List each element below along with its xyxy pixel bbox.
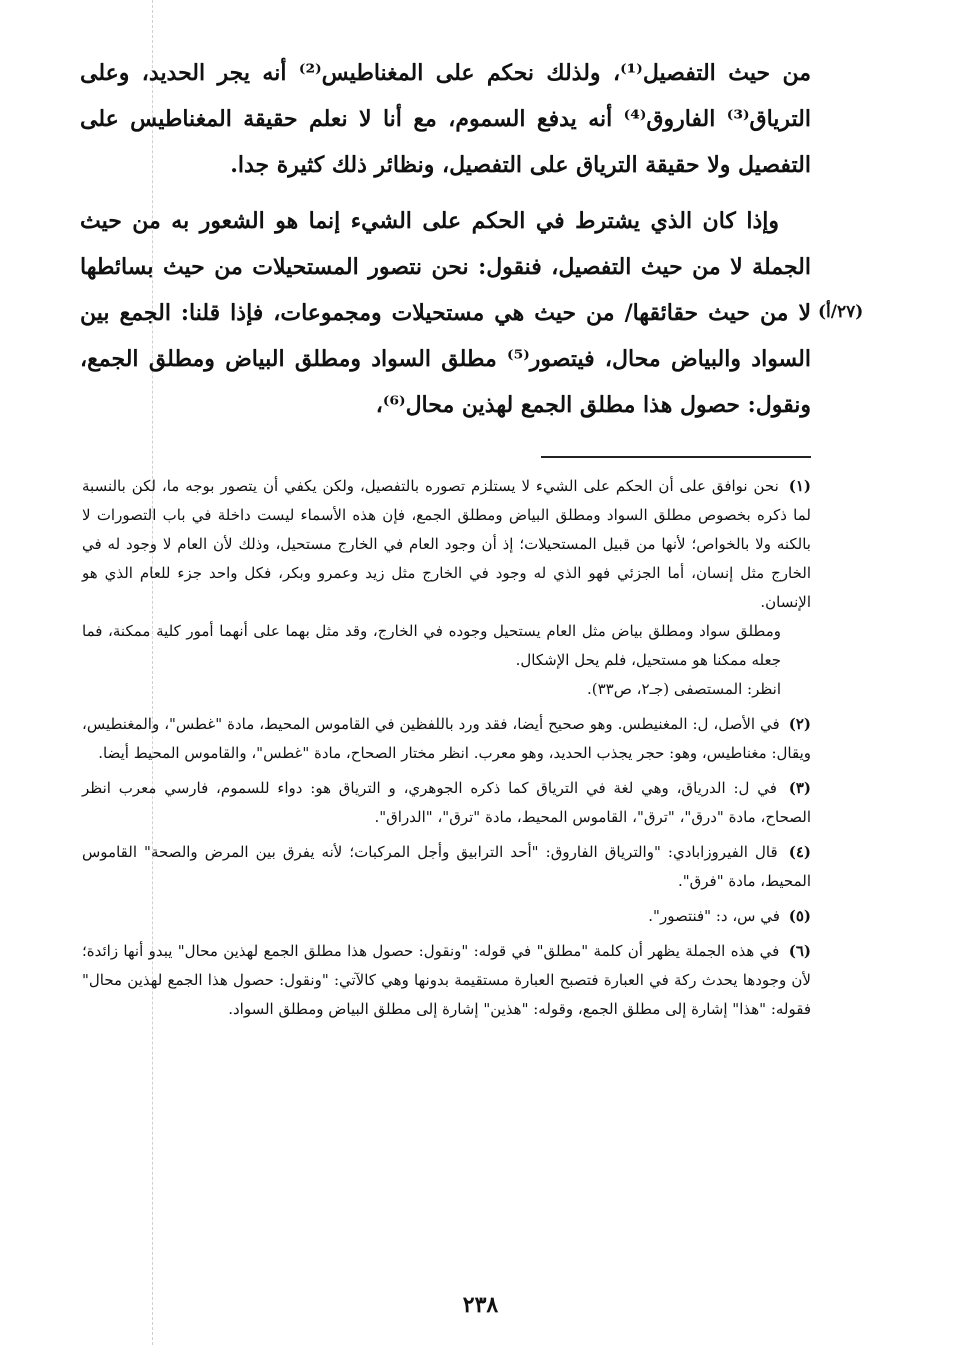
folio-marginal-note: (٢٧/أ)	[818, 302, 864, 322]
footnote-text-continued: ومطلق سواد ومطلق بياض مثل العام يستحيل وجوده في الخارج، وقد مثل بهما على أنهما أمور كلية ممكنة، فما جعله ممكنا هو مستحيل، فلم يحل الإشكال.	[82, 622, 781, 669]
footnote-number: (٥)	[788, 907, 811, 925]
footnote-text: في الأصل، ل: المغنيطس. وهو صحيح أيضا، فقد ورد باللفظين في القاموس المحيط، مادة "غطس"، والمغنطيس، ويقال: مغناطيس، وهو: حجر يجذب الحديد، وهو معرب. انظر مختار الصحاح، مادة "غطس"، والقاموس المحيط أيضا.	[82, 715, 811, 762]
footnote-number: (١)	[788, 477, 811, 495]
footnote-number: (٤)	[788, 843, 811, 861]
page-number: ٢٣٨	[462, 1292, 499, 1318]
footnote-divider	[541, 456, 811, 458]
main-paragraph-1: من حيث التفصيل⁽¹⁾، ولذلك نحكم على المغناطيس⁽²⁾ أنه يجر الحديد، وعلى الترياق⁽³⁾ الفاروق⁽⁴⁾ أنه يدفع السموم، مع أنا لا نعلم حقيقة المغناطيس على التفصيل ولا حقيقة الترياق على التفصيل، ونظائر ذلك كثيرة جدا.	[80, 60, 812, 178]
main-text	[80, 50, 811, 438]
footnote-1	[82, 472, 811, 704]
footnote-4	[82, 838, 811, 896]
footnote-text: في ل: الدرياق، وهي لغة في الترياق كما ذكره الجوهري، و الترياق هو: دواء للسموم، فارسي معرب انظر الصحاح، مادة "درق"، "ترق"، القاموس المحيط، مادة "ترق"، "الدراق".	[82, 779, 811, 826]
footnote-6	[82, 937, 811, 1024]
footnote-text: في س، د: "فنتصور".	[648, 907, 780, 925]
footnote-3	[82, 774, 811, 832]
footnotes	[82, 472, 811, 1030]
footnote-2	[82, 710, 811, 768]
footnote-number: (٢)	[788, 715, 811, 733]
footnote-text: في هذه الجملة يظهر أن كلمة "مطلق" في قوله: "ونقول: حصول هذا مطلق الجمع لهذين محال" يبدو أنها زائدة؛ لأن وجودها يحدث ركة في العبارة فتصبح العبارة مستقيمة بدونها وهي كالآتي: "ونقول: حصول هذا الجمع لهذين محال" فقوله: "هذا" إشارة إلى مطلق الجمع، وقوله: "هذين" إشارة إلى مطلق البياض ومطلق السواد.	[82, 942, 811, 1018]
footnote-text: نحن نوافق على أن الحكم على الشيء لا يستلزم تصوره بالتفصيل، ولكن يكفي أن يتصور بوجه ما، لكن بالنسبة لما ذكره بخصوص مطلق السواد ومطلق البياض ومطلق الجمع، فإن هذه الأسماء ليست داخلة في باب التصورات لا بالكنه ولا بالخواص؛ لأنها من قبيل المستحيلات؛ إذ أن وجود العام في الخارج مستحيل، وذلك لأن العام لا وجود له في الخارج مثل إنسان، أما الجزئي فهو الذي له وجود في الخارج مثل زيد وعمرو وبكر، فكل واحد جزء للعام الذي هو الإنسان.	[82, 477, 811, 611]
footnote-5	[82, 902, 811, 931]
footnote-reference: انظر: المستصفى (جـ٢، ص٣٣).	[586, 680, 781, 698]
footnote-number: (٦)	[788, 942, 811, 960]
main-paragraph-2: وإذا كان الذي يشترط في الحكم على الشيء إنما هو الشعور به من حيث الجملة لا من حيث التفصيل، فنقول: نحن نتصور المستحيلات من حيث بسائطها لا من حيث حقائقها/ من حيث هي مستحيلات ومجموعات، فإذا قلنا: الجمع بين السواد والبياض محال، فيتصور⁽⁵⁾ مطلق السواد ومطلق البياض ومطلق الجمع، ونقول: حصول هذا مطلق الجمع لهذين محال⁽⁶⁾،	[80, 208, 812, 418]
footnote-number: (٣)	[788, 779, 811, 797]
footnote-text: قال الفيروزابادي: "والترياق الفاروق: "أحد الترابيق وأجل المركبات؛ لأنه يفرق بين المرض والصحة" القاموس المحيط، مادة "فرق".	[82, 843, 811, 890]
